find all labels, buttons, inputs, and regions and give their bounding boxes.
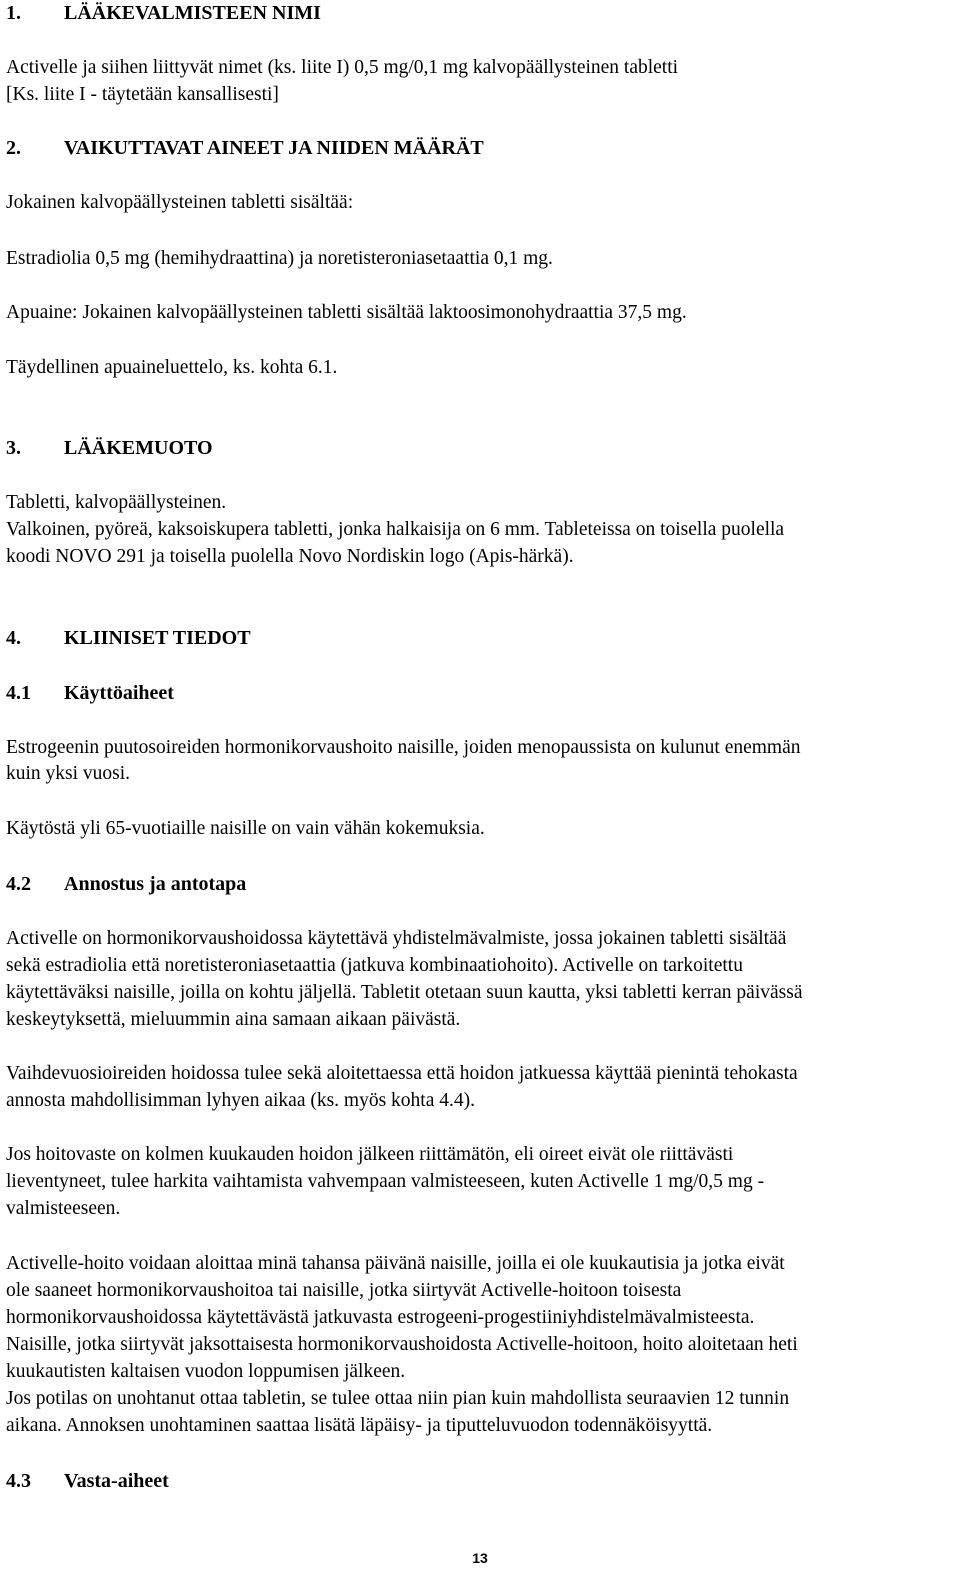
text-line: Täydellinen apuaineluettelo, ks. kohta 6.1. <box>6 357 338 378</box>
heading-number: 1. <box>6 2 21 24</box>
heading-2 <box>6 137 484 159</box>
heading-title: Annostus ja antotapa <box>64 873 247 895</box>
heading-title: Käyttöaiheet <box>64 682 174 704</box>
text-line: Apuaine: Jokainen kalvopäällysteinen tabletti sisältää laktoosimonohydraattia 37,5 mg. <box>6 302 687 323</box>
text-line: Jos potilas on unohtanut ottaa tabletin, se tulee ottaa niin pian kuin mahdollista seuraavien 12 tunnin <box>6 1388 790 1409</box>
text-line: Vaihdevuosioireiden hoidossa tulee sekä aloitettaessa että hoidon jatkuessa käyttää pienintä tehokasta <box>6 1063 798 1084</box>
text-line: kuukautisten kaltaisen vuodon loppumisen jälkeen. <box>6 1361 406 1382</box>
text-line: valmisteeseen. <box>6 1198 121 1219</box>
text-line: Activelle ja siihen liittyvät nimet (ks. liite I) 0,5 mg/0,1 mg kalvopäällysteinen tabletti <box>6 57 679 78</box>
text-line: [Ks. liite I - täytetään kansallisesti] <box>6 84 279 105</box>
heading-4-3 <box>6 1470 169 1492</box>
text-line: keskeytyksettä, mieluummin aina samaan aikaan päivästä. <box>6 1009 461 1030</box>
text-line: Jokainen kalvopäällysteinen tabletti sisältää: <box>6 192 354 213</box>
text-line: sekä estradiolia että noretisteroniasetaattia (jatkuva kombinaatiohoito). Activelle on tarkoitettu <box>6 955 743 976</box>
heading-number: 4. <box>6 627 21 649</box>
text-line: Estrogeenin puutosoireiden hormonikorvaushoito naisille, joiden menopaussista on kulunut enemmän <box>6 737 801 758</box>
heading-title: LÄÄKEVALMISTEEN NIMI <box>64 2 321 24</box>
text-line: kuin yksi vuosi. <box>6 763 131 784</box>
heading-title: LÄÄKEMUOTO <box>64 437 213 459</box>
text-line: Estradiolia 0,5 mg (hemihydraattina) ja noretisteroniasetaattia 0,1 mg. <box>6 248 553 269</box>
heading-title: VAIKUTTAVAT AINEET JA NIIDEN MÄÄRÄT <box>64 137 484 159</box>
text-line: Jos hoitovaste on kolmen kuukauden hoidon jälkeen riittämätön, eli oireet eivät ole riittävästi <box>6 1144 734 1165</box>
text-line: Tabletti, kalvopäällysteinen. <box>6 492 227 513</box>
heading-4-2 <box>6 873 246 895</box>
text-line: ole saaneet hormonikorvaushoitoa tai naisille, jotka siirtyvät Activelle-hoitoon toisesta <box>6 1280 682 1301</box>
text-line: Käytöstä yli 65-vuotiaille naisille on vain vähän kokemuksia. <box>6 818 485 839</box>
heading-4-1 <box>6 682 174 704</box>
heading-title: Vasta-aiheet <box>64 1470 169 1492</box>
heading-number: 3. <box>6 437 21 459</box>
heading-title: KLIINISET TIEDOT <box>64 627 251 649</box>
heading-3 <box>6 437 213 459</box>
text-line: käytettäväksi naisille, joilla on kohtu jäljellä. Tabletit otetaan suun kautta, yksi tabletti kerran päivässä <box>6 982 803 1003</box>
heading-number: 4.2 <box>6 873 31 895</box>
heading-4 <box>6 627 251 649</box>
text-line: koodi NOVO 291 ja toisella puolella Novo Nordiskin logo (Apis-härkä). <box>6 546 574 567</box>
heading-1 <box>6 2 321 24</box>
text-line: hormonikorvaushoidossa käytettävästä jatkuvasta estrogeeni-progestiiniyhdistelmävalmisteesta. <box>6 1307 755 1328</box>
heading-number: 2. <box>6 137 21 159</box>
text-line: annosta mahdollisimman lyhyen aikaa (ks. myös kohta 4.4). <box>6 1090 475 1111</box>
text-line: Activelle-hoito voidaan aloittaa minä tahansa päivänä naisille, joilla ei ole kuukautisia ja jotka eivät <box>6 1253 785 1274</box>
page-number: 13 <box>472 1550 488 1566</box>
text-line: aikana. Annoksen unohtaminen saattaa lisätä läpäisy- ja tiputteluvuodon todennäköisyyttä. <box>6 1415 713 1436</box>
text-line: lieventyneet, tulee harkita vaihtamista vahvempaan valmisteeseen, kuten Activelle 1 mg/0,5 mg - <box>6 1171 765 1192</box>
text-line: Naisille, jotka siirtyvät jaksottaisesta hormonikorvaushoidosta Activelle-hoitoon, hoito aloitetaan heti <box>6 1334 798 1355</box>
heading-number: 4.1 <box>6 682 31 704</box>
heading-number: 4.3 <box>6 1470 31 1492</box>
text-line: Valkoinen, pyöreä, kaksoiskupera tabletti, jonka halkaisija on 6 mm. Tableteissa on toisella puolella <box>6 519 785 540</box>
text-line: Activelle on hormonikorvaushoidossa käytettävä yhdistelmävalmiste, jossa jokainen tabletti sisältää <box>6 928 787 949</box>
